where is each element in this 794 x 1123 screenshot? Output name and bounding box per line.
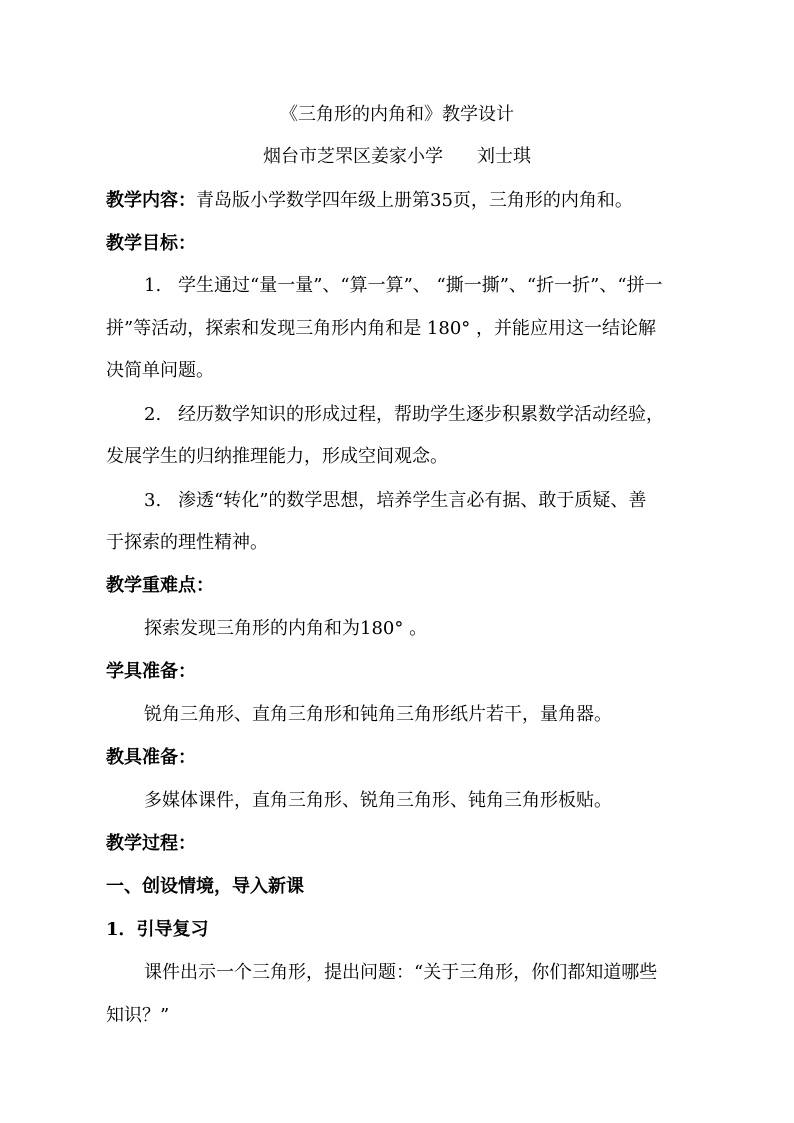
student-tools-text: 锐角三角形、直角三角形和钝角三角形纸片若干，量角器。 [144, 704, 612, 725]
goal-3-number: 3. [144, 490, 162, 511]
key-points-text: 探索发现三角形的内角和为180° 。 [144, 618, 428, 639]
teacher-tools-heading: 教具准备： [106, 747, 196, 768]
goal-2-line-2: 发展学生的归纳推理能力，形成空间观念。 [106, 446, 448, 467]
goal-2-line-1 [144, 404, 736, 426]
goal-1-line-3: 决简单问题。 [106, 360, 214, 381]
goal-3-text-1: 渗透“转化”的数学思想，培养学生言必有据、敢于质疑、善 [178, 490, 647, 511]
teacher-tools-text: 多媒体课件，直角三角形、锐角三角形、钝角三角形板贴。 [144, 790, 612, 811]
teaching-content-text: 青岛版小学数学四年级上册第35页，三角形的内角和。 [196, 190, 633, 211]
teaching-content-label: 教学内容： [106, 190, 196, 211]
goal-1-number: 1. [144, 275, 162, 296]
process-section-1: 一、创设情境，导入新课 [106, 876, 304, 897]
goal-1-text-1: 学生通过“量一量”、“算一算”、 “撕一撕”、“折一折”、“拼一 [178, 275, 663, 296]
goal-2-number: 2. [144, 404, 162, 425]
goal-3-line-1 [144, 490, 736, 512]
school-name: 烟台市芝罘区姜家小学 [263, 146, 443, 167]
process-heading: 教学过程： [106, 833, 196, 854]
goal-1-line-1 [144, 275, 736, 297]
key-points-heading: 教学重难点： [106, 575, 214, 596]
document-title: 《三角形的内角和》教学设计 [280, 104, 514, 125]
author-name: 刘士琪 [477, 146, 531, 167]
author-line [0, 146, 794, 168]
process-step-1-line-2: 知识？” [106, 1005, 170, 1026]
process-step-1: 1．引导复习 [106, 919, 209, 940]
student-tools-heading: 学具准备： [106, 661, 196, 682]
goal-3-line-2: 于探索的理性精神。 [106, 532, 268, 553]
goal-1-line-2: 拼”等活动，探索和发现三角形内角和是 180° ，并能应用这一结论解 [106, 318, 656, 339]
goal-2-text-1: 经历数学知识的形成过程，帮助学生逐步积累数学活动经验， [178, 404, 664, 425]
teaching-content [106, 190, 698, 212]
process-step-1-line-1: 课件出示一个三角形，提出问题：“关于三角形，你们都知道哪些 [144, 962, 658, 983]
goals-heading: 教学目标： [106, 233, 196, 254]
